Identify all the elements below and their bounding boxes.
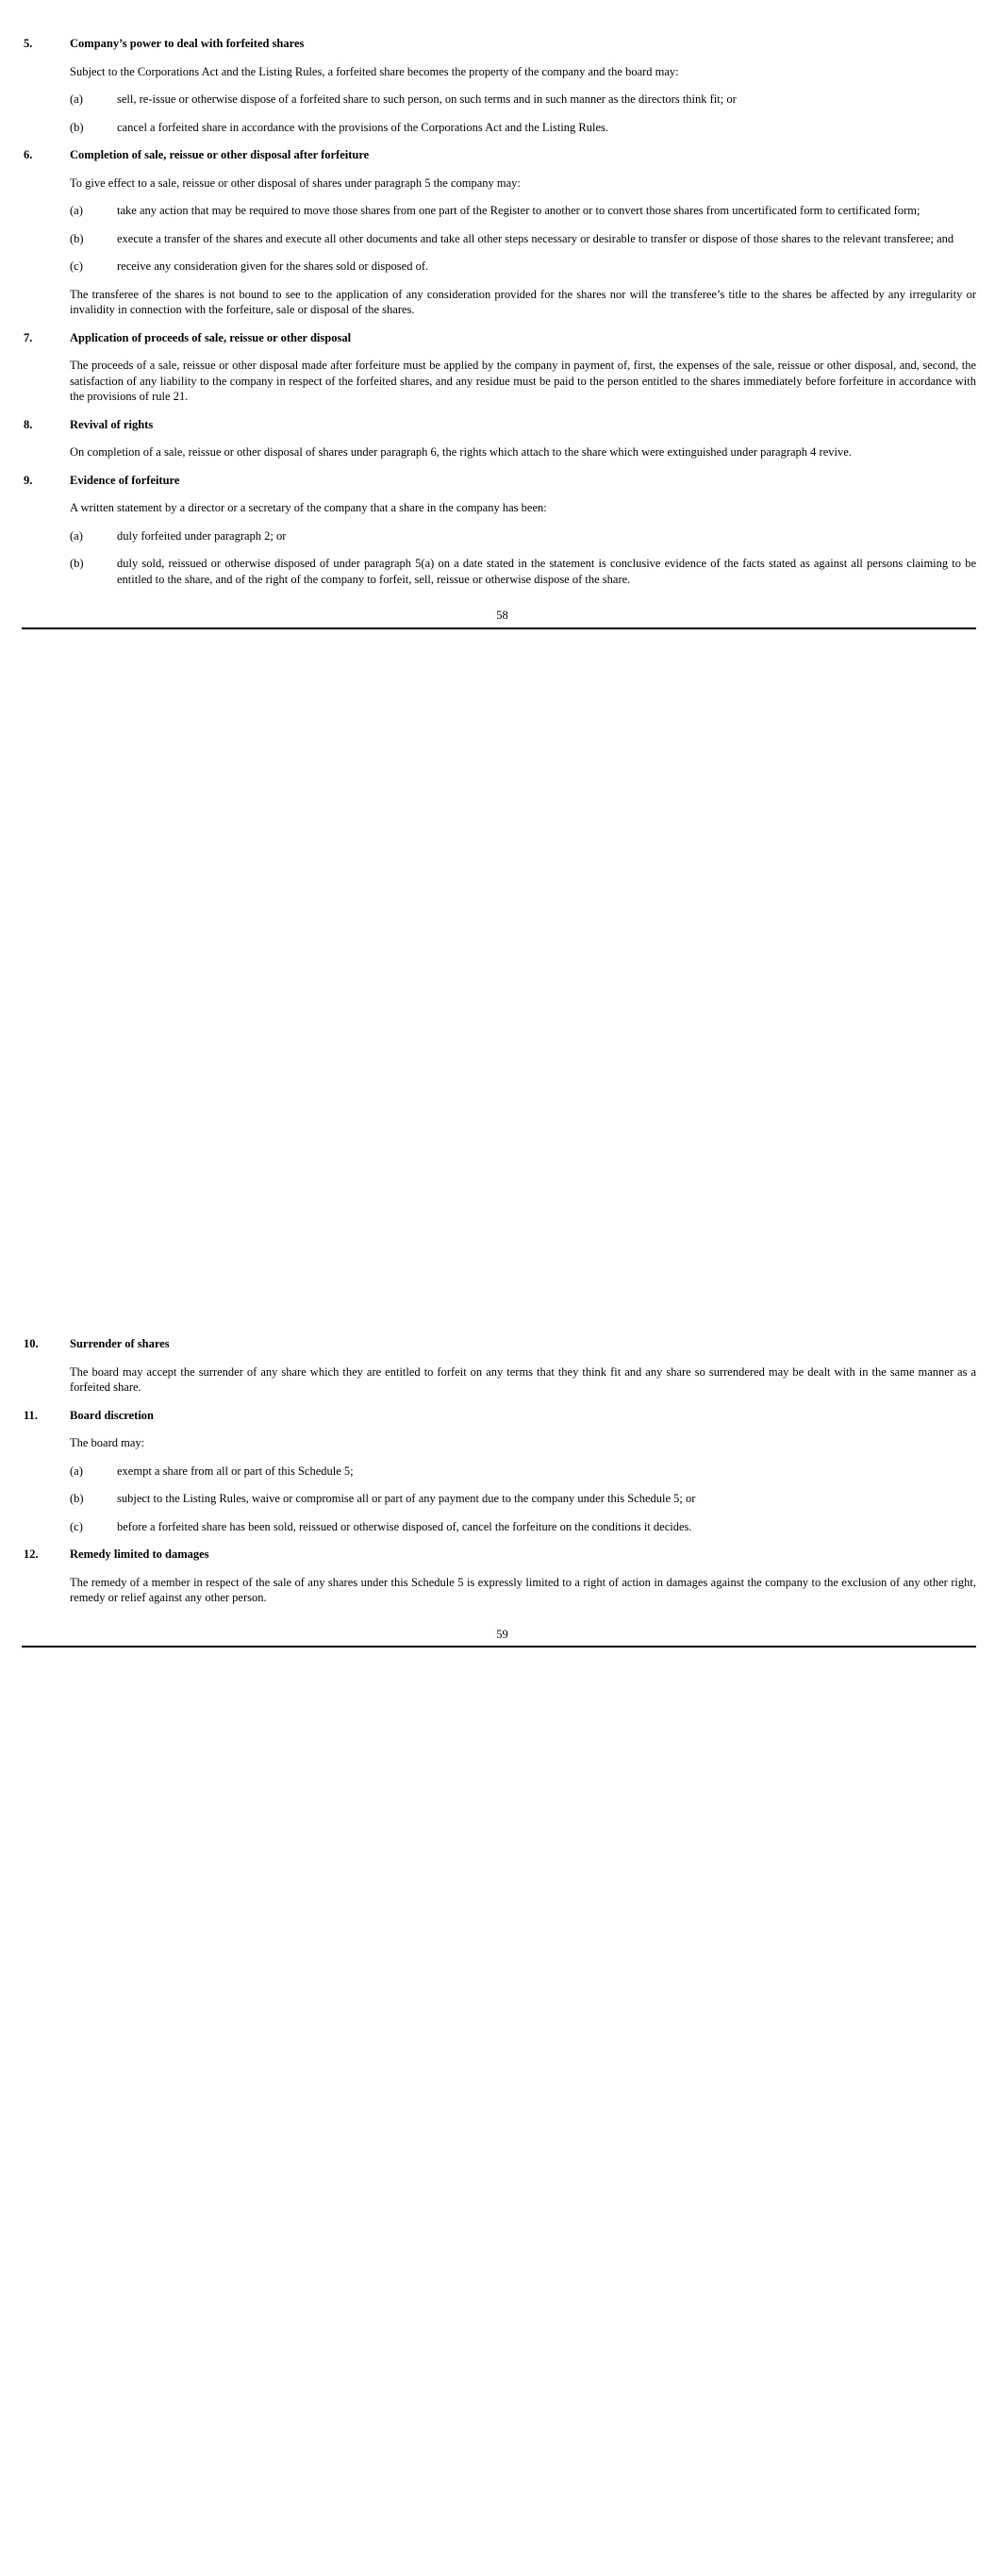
page-footer — [0, 608, 995, 629]
section-title: Application of proceeds of sale, reissue or other disposal — [70, 330, 352, 344]
section-5 — [0, 36, 995, 135]
page-number: 59 — [496, 1627, 508, 1641]
list-item — [70, 1519, 976, 1535]
list-item — [70, 92, 976, 108]
list-item — [70, 1464, 976, 1480]
section-title: Company’s power to deal with forfeited shares — [70, 37, 305, 50]
page-number: 58 — [496, 609, 508, 622]
section-number: 11. — [24, 1408, 38, 1422]
list-item-label: (a) — [70, 92, 83, 106]
list-item-text: cancel a forfeited share in accordance with the provisions of the Corporations Act and the Listing Rules. — [117, 120, 609, 134]
paragraph: The board may accept the surrender of any share which they are entitled to forfeit on any terms that they think fit and any share so surrendered may be dealt with in the same manner as a forfeited share. — [70, 1364, 976, 1394]
section-number: 7. — [24, 330, 33, 344]
list-item — [70, 528, 976, 544]
list-item-text: before a forfeited share has been sold, reissued or otherwise disposed of, cancel the forfeiture on the conditions it decides. — [117, 1519, 692, 1533]
list-item — [70, 231, 976, 247]
list-item-text: take any action that may be required to move those shares from one part of the Register to another or to convert those shares from uncertificated form to certificated form; — [117, 204, 920, 217]
section-heading — [0, 1336, 995, 1352]
list-item-text: execute a transfer of the shares and execute all other documents and take all other steps necessary or desirable to transfer or dispose of those shares to the relevant transferee; and — [117, 231, 954, 245]
list-item-label: (a) — [70, 1464, 83, 1478]
paragraph: On completion of a sale, reissue or other disposal of shares under paragraph 6, the rights which attach to the share which were extinguished under paragraph 4 revive. — [70, 445, 852, 459]
list-item-label: (c) — [70, 259, 83, 273]
list-item-text: subject to the Listing Rules, waive or compromise all or part of any payment due to the company under this Schedule 5; or — [117, 1492, 696, 1505]
list-item-text: receive any consideration given for the shares sold or disposed of. — [117, 259, 429, 273]
section-8 — [0, 417, 995, 460]
section-number: 5. — [24, 37, 33, 50]
paragraph: The proceeds of a sale, reissue or other disposal made after forfeiture must be applied by the company in payment of, first, the expenses of the sale, reissue or other disposal, and, second, the satisfaction of any liability to the company in respect of the forfeited shares, and any residue must be paid to the person entitled to the shares immediately before forfeiture in accordance with the provisions of rule 21. — [70, 359, 976, 403]
list-item-text: duly forfeited under paragraph 2; or — [117, 528, 287, 543]
section-heading — [0, 330, 995, 346]
document-page-59 — [0, 1336, 995, 1648]
list-item-label: (b) — [70, 1492, 84, 1505]
list-item-label: (a) — [70, 204, 83, 217]
list-item-text: duly sold, reissued or otherwise disposed of under paragraph 5(a) on a date stated in the statement is conclusive evidence of the facts stated as against all persons claiming to be entitled to the share, and of the right of the company to forfeit, sell, reissue or otherwise dispose of the share. — [117, 557, 976, 586]
section-heading — [0, 147, 995, 163]
list-item-label: (c) — [70, 1519, 83, 1533]
section-title: Remedy limited to damages — [70, 1547, 209, 1561]
list-item — [70, 556, 976, 587]
list-item-text: exempt a share from all or part of this Schedule 5; — [117, 1464, 354, 1478]
paragraph: Subject to the Corporations Act and the Listing Rules, a forfeited share becomes the property of the company and the board may: — [70, 64, 679, 78]
section-title: Completion of sale, reissue or other disposal after forfeiture — [70, 148, 370, 161]
list-item — [70, 1491, 976, 1507]
section-title: Board discretion — [70, 1408, 155, 1422]
section-heading — [0, 36, 995, 52]
list-item-label: (b) — [70, 557, 84, 570]
section-number: 9. — [24, 473, 33, 487]
section-11 — [0, 1408, 995, 1535]
section-heading — [0, 473, 995, 489]
paragraph: The remedy of a member in respect of the sale of any shares under this Schedule 5 is expressly limited to a right of action in damages against the company to the exclusion of any other right, remedy or relief against any other person. — [70, 1575, 976, 1604]
page-divider — [22, 627, 976, 629]
section-title: Surrender of shares — [70, 1337, 170, 1350]
section-heading — [0, 417, 995, 433]
section-heading — [0, 1408, 995, 1424]
section-12 — [0, 1547, 995, 1606]
section-heading — [0, 1547, 995, 1563]
section-9 — [0, 473, 995, 588]
section-title: Revival of rights — [70, 417, 154, 431]
list-item — [70, 259, 976, 275]
paragraph: A written statement by a director or a secretary of the company that a share in the company has been: — [70, 501, 547, 514]
section-number: 12. — [24, 1547, 39, 1561]
list-item-label: (b) — [70, 120, 84, 134]
section-title: Evidence of forfeiture — [70, 473, 180, 487]
page-sections — [0, 1336, 995, 1606]
list-item-label: (b) — [70, 231, 84, 245]
paragraph: The transferee of the shares is not bound to see to the application of any consideration provided for the shares nor will the transferee’s title to the shares be affected by any irregularity or invalidity in connection with the forfeiture, sale or disposal of the shares. — [70, 287, 976, 316]
page-divider — [22, 1646, 976, 1648]
section-number: 10. — [24, 1337, 39, 1350]
section-number: 6. — [24, 148, 33, 161]
section-10 — [0, 1336, 995, 1396]
section-number: 8. — [24, 417, 33, 431]
paragraph: To give effect to a sale, reissue or other disposal of shares under paragraph 5 the company may: — [70, 176, 521, 190]
list-item-label: (a) — [70, 528, 83, 543]
section-6 — [0, 147, 995, 318]
page-footer — [0, 1627, 995, 1648]
list-item-text: sell, re-issue or otherwise dispose of a forfeited share to such person, on such terms and in such manner as the directors think fit; or — [117, 92, 737, 106]
paragraph: The board may: — [70, 1436, 145, 1449]
page-sections — [0, 36, 995, 587]
document-page-58 — [0, 36, 995, 629]
list-item — [70, 203, 976, 219]
section-7 — [0, 330, 995, 405]
list-item — [70, 120, 976, 136]
